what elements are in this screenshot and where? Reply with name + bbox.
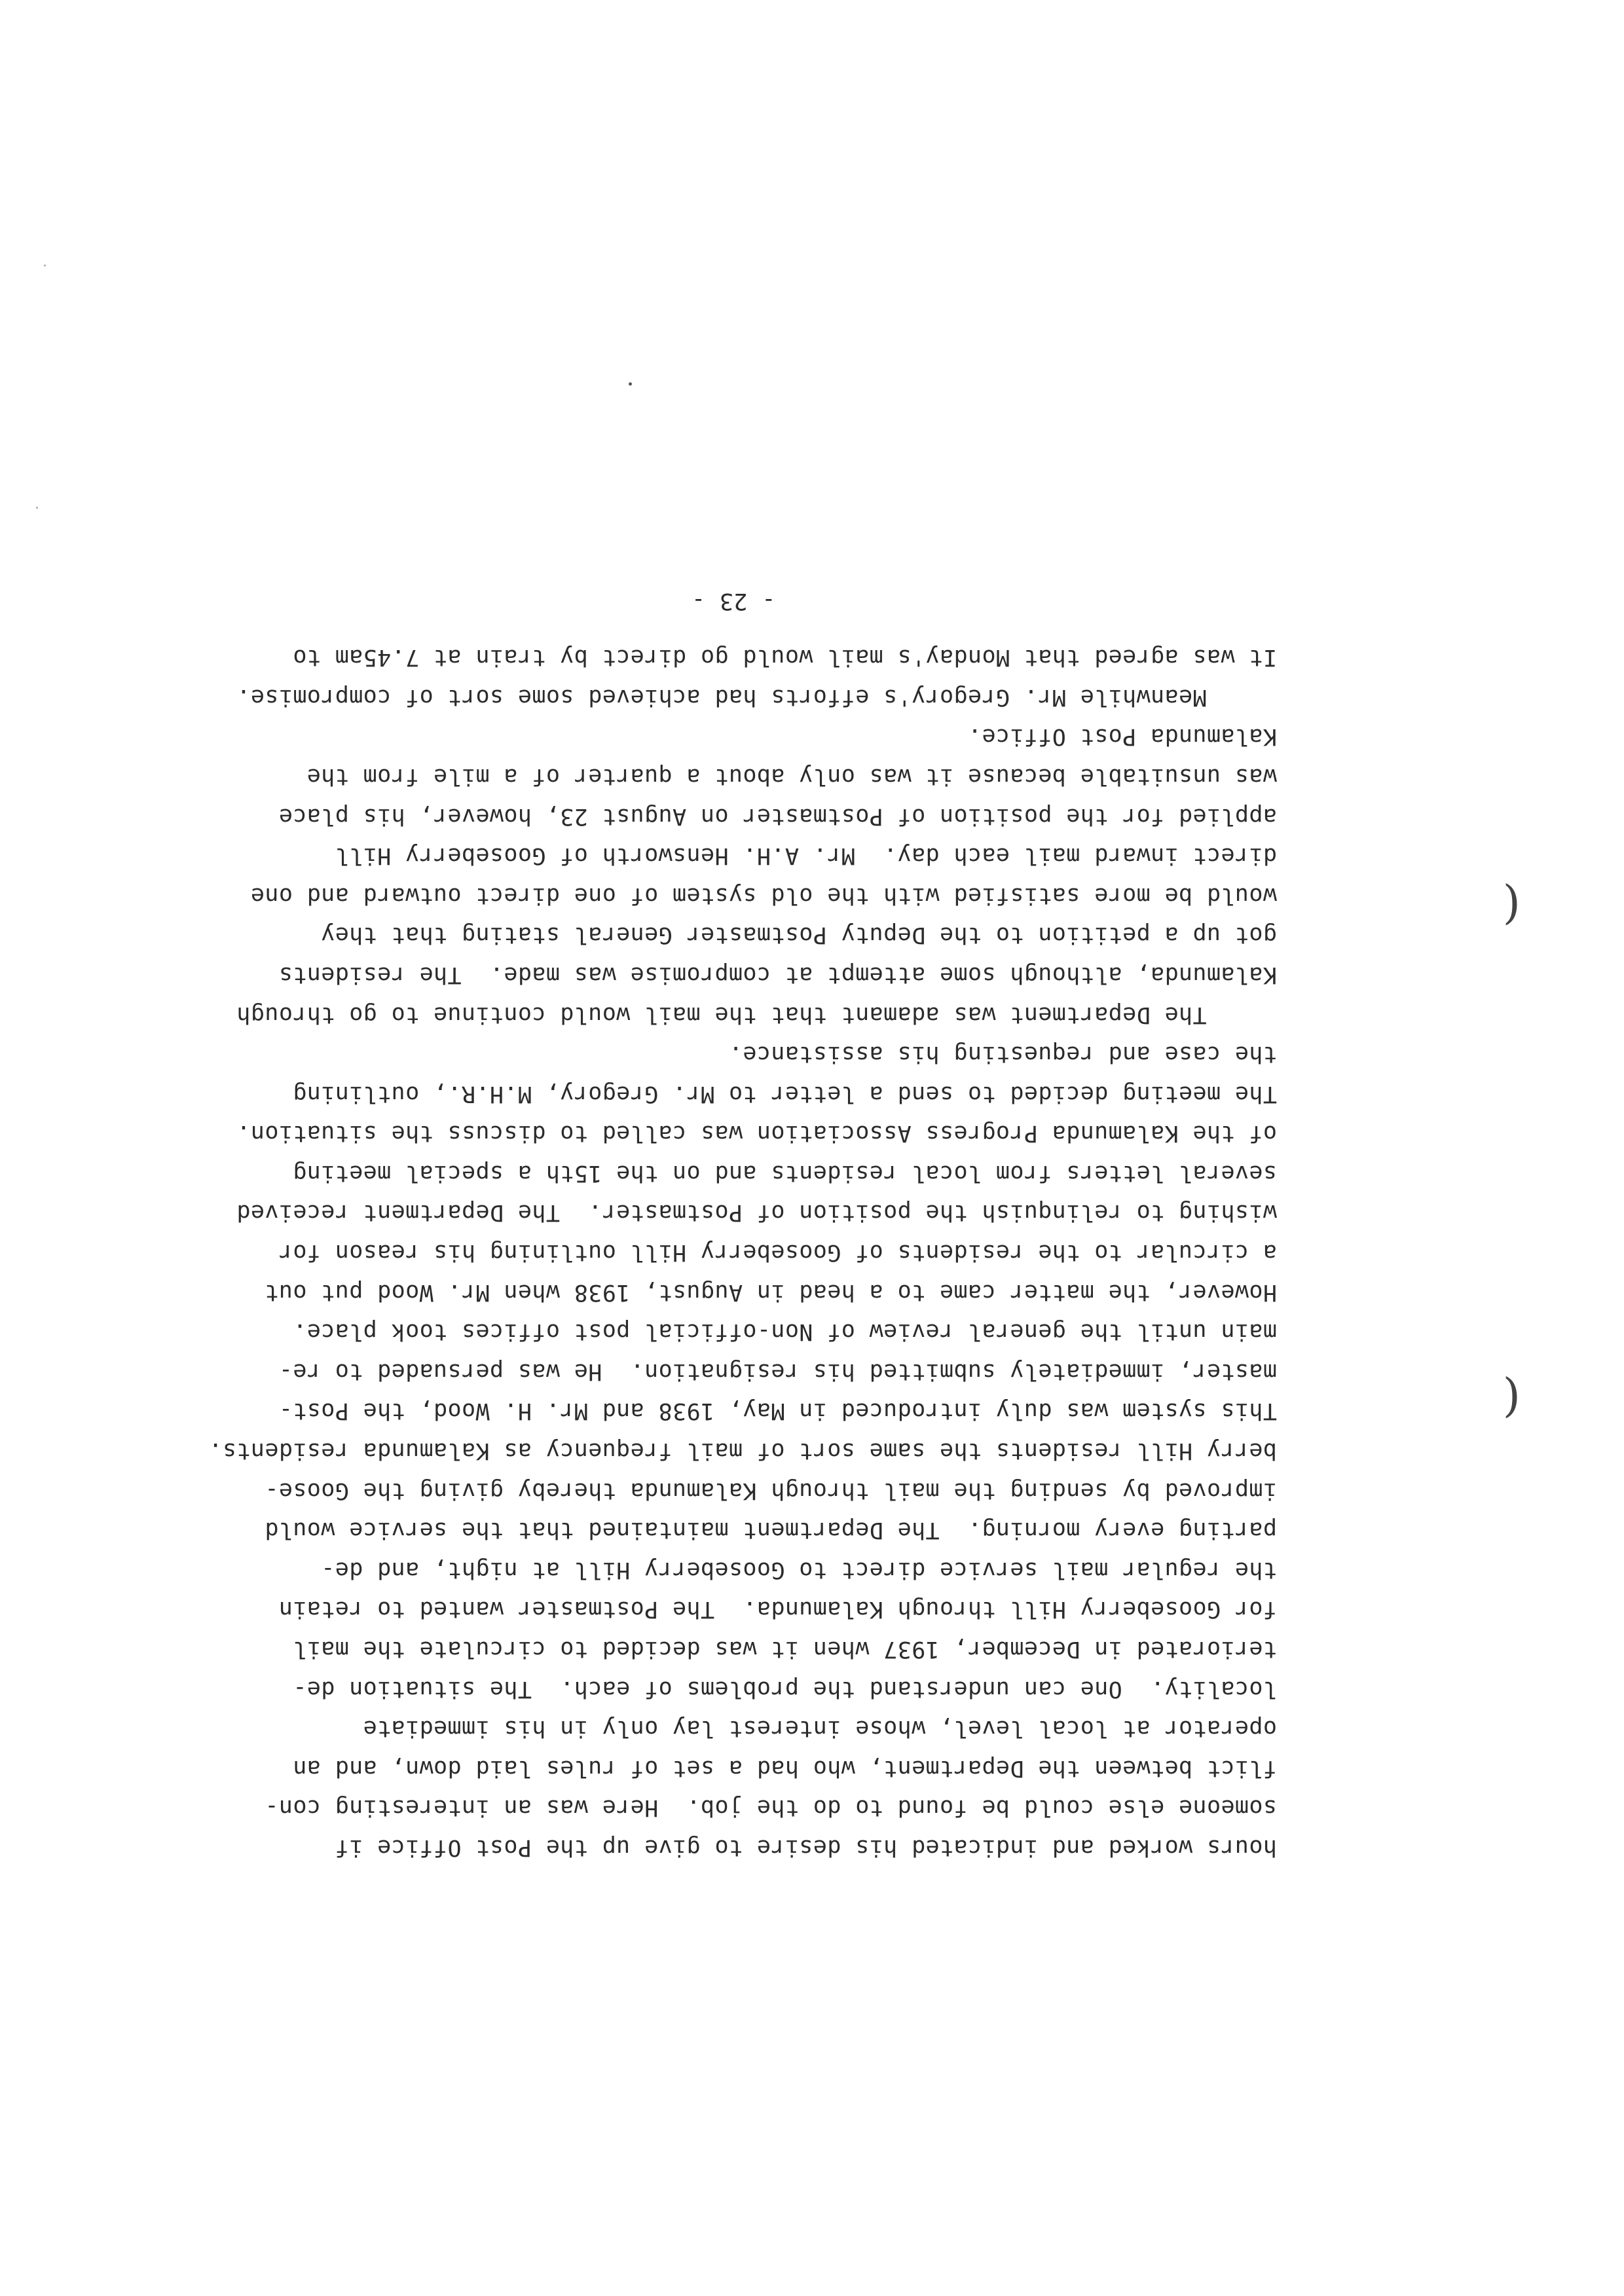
ink-speck <box>629 382 632 386</box>
margin-bracket-mark: ( <box>1502 879 1521 933</box>
text-line: berry Hill residents the same sort of mail frequency as Kalamunda residents. <box>208 1438 1277 1465</box>
ink-speck <box>36 507 38 509</box>
text-line: It was agreed that Monday's mail would go direct by train at 7.45am to <box>292 644 1277 671</box>
text-line: would be more satisfied with the old system of one direct outward and one <box>250 882 1277 909</box>
text-line: several letters from local residents and on the 15th a special meeting <box>292 1159 1277 1186</box>
text-line: improved by sending the mail through Kalamunda thereby giving the Goose- <box>265 1477 1277 1504</box>
text-line: However, the matter came to a head in August, 1938 when Mr. Wood put out <box>265 1279 1277 1305</box>
ink-speck <box>44 264 46 266</box>
text-line: master, immediately submitted his resignation. He was persuaded to re- <box>278 1358 1277 1385</box>
text-line: someone else could be found to do the job. Here was an interesting con- <box>265 1795 1277 1821</box>
margin-bracket-mark: ( <box>1502 1372 1521 1426</box>
page-number: - 23 - <box>691 587 776 614</box>
text-line: operator at local level, whose interest lay only in his immediate <box>363 1715 1277 1742</box>
text-line: Meanwhile Mr. Gregory's efforts had achieved some sort of compromise. <box>236 683 1277 710</box>
text-line: the regular mail service direct to Gooseberry Hill at night, and de- <box>320 1556 1277 1583</box>
text-line: The meeting decided to send a letter to Mr. Gregory, M.H.R., outlining <box>292 1080 1277 1107</box>
text-line: of the Kalamunda Progress Association was called to discuss the situation. <box>236 1120 1277 1147</box>
text-line: a circular to the residents of Gooseberry Hill outlining his reason for <box>278 1239 1277 1266</box>
text-line: was unsuitable because it was only about a quarter of a mile from the <box>306 763 1277 790</box>
text-line: parting every morning. The Department maintained that the service would <box>265 1517 1277 1544</box>
text-line: applied for the position of Postmaster on August 23, however, his place <box>278 803 1277 829</box>
text-line: got up a petition to the Deputy Postmaster General stating that they <box>320 922 1277 949</box>
text-line: wishing to relinquish the position of Postmaster. The Department received <box>236 1199 1277 1226</box>
text-line: main until the general review of Non-official post offices took place. <box>292 1319 1277 1345</box>
text-line: flict between the Department, who had a set of rules laid down, and an <box>292 1755 1277 1781</box>
text-line: locality. One can understand the problems of each. The situation de- <box>292 1675 1277 1702</box>
text-line: Kalamunda Post Office. <box>967 723 1277 750</box>
text-line: This system was duly introduced in May, 1938 and Mr. H. Wood, the Post- <box>278 1398 1277 1425</box>
text-line: direct inward mail each day. Mr. A.H. Hensworth of Gooseberry Hill <box>335 843 1277 869</box>
text-line: for Gooseberry Hill through Kalamunda. The Postmaster wanted to retain <box>278 1596 1277 1623</box>
text-line: the case and requesting his assistance. <box>728 1041 1277 1068</box>
text-line: hours worked and indicated his desire to give up the Post Office if <box>335 1834 1277 1861</box>
text-line: teriorated in December, 1937 when it was decided to circulate the mail <box>292 1636 1277 1663</box>
typed-text-body <box>151 581 1277 1867</box>
text-line: Kalamunda, although some attempt at compromise was made. The residents <box>278 961 1277 988</box>
text-line: The Department was adamant that the mail would continue to go through <box>236 1001 1277 1028</box>
